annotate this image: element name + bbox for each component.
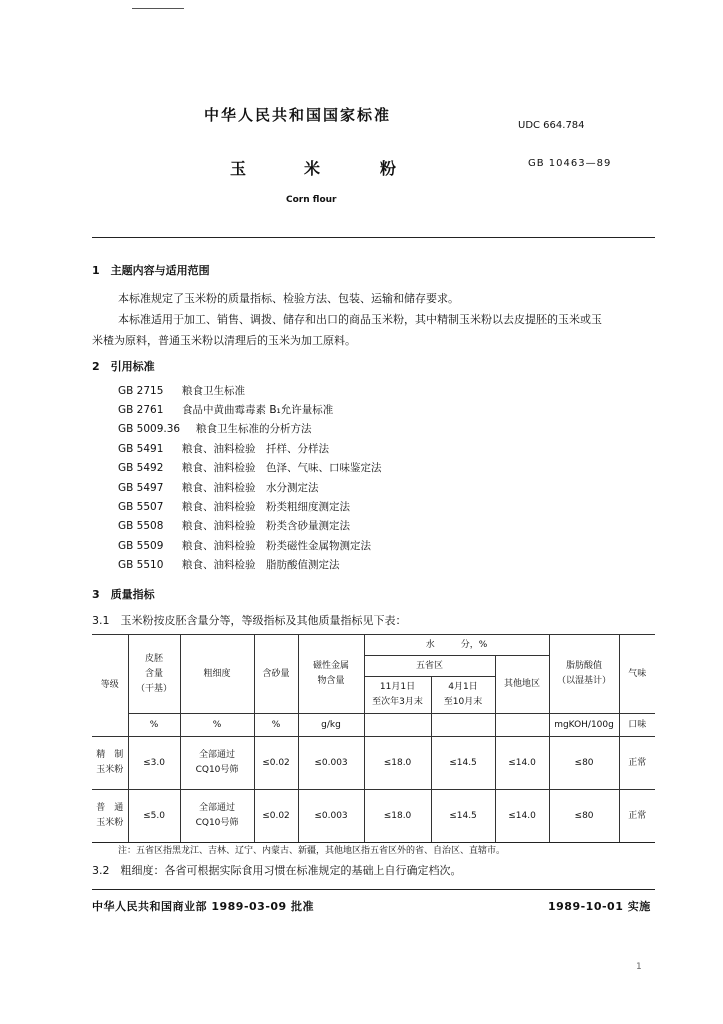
- standard-title: 粮食、油料检验 粉类含砂量测定法: [182, 520, 350, 532]
- grade-line: 精 制: [96, 750, 124, 760]
- standard-code: GB 5492: [118, 462, 164, 474]
- header-moisture-a: 水: [425, 639, 435, 650]
- header-magnetic-line: 物含量: [317, 676, 345, 686]
- cell-fineness: [180, 737, 254, 790]
- header-moisture: [364, 635, 549, 656]
- section-2-heading: 2 引用标准: [92, 360, 155, 373]
- cell-grade: [92, 737, 128, 790]
- unit-fat: mgKOH/100g: [549, 714, 619, 737]
- header-apr-line: 4月1日: [448, 682, 478, 692]
- unit-sand: %: [254, 714, 298, 737]
- standard-title: 粮食、油料检验 扦样、分样法: [182, 443, 329, 455]
- header-bran-line: 含量: [144, 668, 163, 679]
- section-1-paragraph-2: 本标准适用于加工、销售、调拨、储存和出口的商品玉米粉，其中精制玉米粉以去皮提胚的玉米或玉: [118, 313, 602, 326]
- standard-item: [118, 555, 340, 575]
- table-note: 注：五省区指黑龙江、吉林、辽宁、内蒙古、新疆，其他地区指五省区外的省、自治区、直辖市。: [118, 846, 506, 856]
- unit-apr: [431, 714, 495, 737]
- cell-fat: ≤80: [549, 790, 619, 843]
- header-taste: 口味: [619, 714, 655, 737]
- header-apr-line: 至10月末: [443, 697, 483, 707]
- header-fineness: 粗细度: [180, 635, 254, 714]
- header-magnetic-line: 磁性金属: [312, 661, 349, 671]
- section-1-paragraph-2-cont: 米楂为原料，普通玉米粉以清理后的玉米为加工原料。: [92, 334, 356, 347]
- grade-line: 玉米粉: [96, 765, 124, 775]
- page-number: 1: [636, 962, 642, 972]
- header-grade: 等级: [92, 635, 128, 737]
- cell-fineness: [180, 790, 254, 843]
- standard-item: [118, 381, 245, 401]
- unit-fineness: %: [180, 714, 254, 737]
- section-1-paragraph-1: 本标准规定了玉米粉的质量指标、检验方法、包装、运输和储存要求。: [118, 292, 459, 305]
- header-apr-oct: [431, 677, 495, 714]
- standard-code: GB 5509: [118, 540, 164, 552]
- udc-code: UDC 664.784: [518, 120, 585, 131]
- cell-moisture-nov: ≤18.0: [364, 737, 431, 790]
- header-moisture-b: 分，%: [460, 639, 488, 650]
- national-standard-heading: 中华人民共和国国家标准: [204, 106, 392, 124]
- standard-title: 粮食卫生标准的分析方法: [196, 423, 312, 435]
- standard-title: 粮食、油料检验 色泽、气味、口味鉴定法: [182, 462, 382, 474]
- cell-sand: ≤0.02: [254, 737, 298, 790]
- standard-code: GB 5510: [118, 559, 164, 571]
- fineness-line: CQ10号筛: [195, 765, 239, 775]
- standard-item: [118, 439, 329, 459]
- standard-code: GB 5497: [118, 482, 164, 494]
- standard-item: [118, 400, 333, 420]
- standard-title: 粮食卫生标准: [182, 385, 245, 397]
- header-bran-line: 皮胚: [144, 653, 163, 664]
- standard-item: [118, 497, 350, 517]
- unit-bran: %: [128, 714, 180, 737]
- header-nov-line: 11月1日: [379, 682, 416, 692]
- section-3-heading: 3 质量指标: [92, 588, 155, 601]
- section-3-2-text: 3.2 粗细度：各省可根据实际食用习惯在标准规定的基础上自行确定档次。: [92, 864, 462, 877]
- cell-moisture-other: ≤14.0: [495, 737, 549, 790]
- header-sand: 含砂量: [254, 635, 298, 714]
- fineness-line: 全部通过: [198, 750, 235, 760]
- cell-moisture-other: ≤14.0: [495, 790, 549, 843]
- table-row: [92, 790, 655, 843]
- standard-code: GB 5507: [118, 501, 164, 513]
- unit-other: [495, 714, 549, 737]
- title-char: 米: [304, 159, 321, 178]
- title-char: 玉: [230, 159, 247, 178]
- unit-nov: [364, 714, 431, 737]
- cell-magnetic: ≤0.003: [298, 790, 364, 843]
- standard-code: GB 5009.36: [118, 423, 181, 435]
- section-1-heading: 1 主题内容与适用范围: [92, 264, 210, 277]
- header-bran: [128, 635, 180, 714]
- standard-title: 粮食、油料检验 水分测定法: [182, 482, 319, 494]
- standard-code: GB 5508: [118, 520, 164, 532]
- grade-line: 普 通: [96, 803, 124, 813]
- quality-table: [92, 634, 655, 843]
- standard-code: GB 2715: [118, 385, 164, 397]
- footer-rule: [92, 889, 655, 890]
- cell-moisture-apr: ≤14.5: [431, 790, 495, 843]
- english-title: Corn flour: [286, 195, 337, 205]
- cell-moisture-apr: ≤14.5: [431, 737, 495, 790]
- standard-item: [118, 419, 312, 439]
- approval-line: 中华人民共和国商业部 1989-03-09 批准: [92, 900, 315, 913]
- title-char: 粉: [380, 159, 397, 178]
- header-bran-line: （干基）: [135, 683, 172, 694]
- implementation-date: 1989-10-01 实施: [548, 900, 651, 913]
- standard-title: 粮食、油料检验 粉类磁性金属物测定法: [182, 540, 371, 552]
- fineness-line: CQ10号筛: [195, 818, 239, 828]
- standard-item: [118, 536, 371, 556]
- cell-odor: 正常: [619, 737, 655, 790]
- scan-mark: [132, 8, 184, 9]
- cell-sand: ≤0.02: [254, 790, 298, 843]
- cell-fat: ≤80: [549, 737, 619, 790]
- header-fat: [549, 635, 619, 714]
- header-magnetic: [298, 635, 364, 714]
- cell-grade: [92, 790, 128, 843]
- standard-item: [118, 478, 319, 498]
- standard-title: 食品中黄曲霉毒素 B₁允许量标准: [182, 404, 334, 416]
- standard-title: 粮食、油料检验 脂肪酸值测定法: [182, 559, 340, 571]
- header-nov-mar: [364, 677, 431, 714]
- cell-bran: ≤5.0: [128, 790, 180, 843]
- fineness-line: 全部通过: [198, 803, 235, 813]
- standard-code: GB 5491: [118, 443, 164, 455]
- cell-odor: 正常: [619, 790, 655, 843]
- table-row: [92, 737, 655, 790]
- header-nov-line: 至次年3月末: [372, 697, 423, 707]
- header-rule: [92, 237, 655, 238]
- header-five-provinces: 五省区: [364, 656, 495, 677]
- cell-moisture-nov: ≤18.0: [364, 790, 431, 843]
- unit-magnetic: g/kg: [298, 714, 364, 737]
- cell-magnetic: ≤0.003: [298, 737, 364, 790]
- header-fat-line: （以湿基计）: [557, 676, 612, 686]
- header-other-regions: 其他地区: [495, 656, 549, 714]
- standard-code: GB 2761: [118, 404, 164, 416]
- standard-item: [118, 458, 382, 478]
- standard-item: [118, 516, 350, 536]
- header-odor: 气味: [619, 635, 655, 714]
- cell-bran: ≤3.0: [128, 737, 180, 790]
- grade-line: 玉米粉: [96, 818, 124, 828]
- gb-number: GB 10463—89: [528, 158, 612, 169]
- section-3-1-text: 3.1 玉米粉按皮胚含量分等，等级指标及其他质量指标见下表：: [92, 614, 407, 627]
- header-fat-line: 脂肪酸值: [566, 661, 603, 671]
- standard-title: 粮食、油料检验 粉类粗细度测定法: [182, 501, 350, 513]
